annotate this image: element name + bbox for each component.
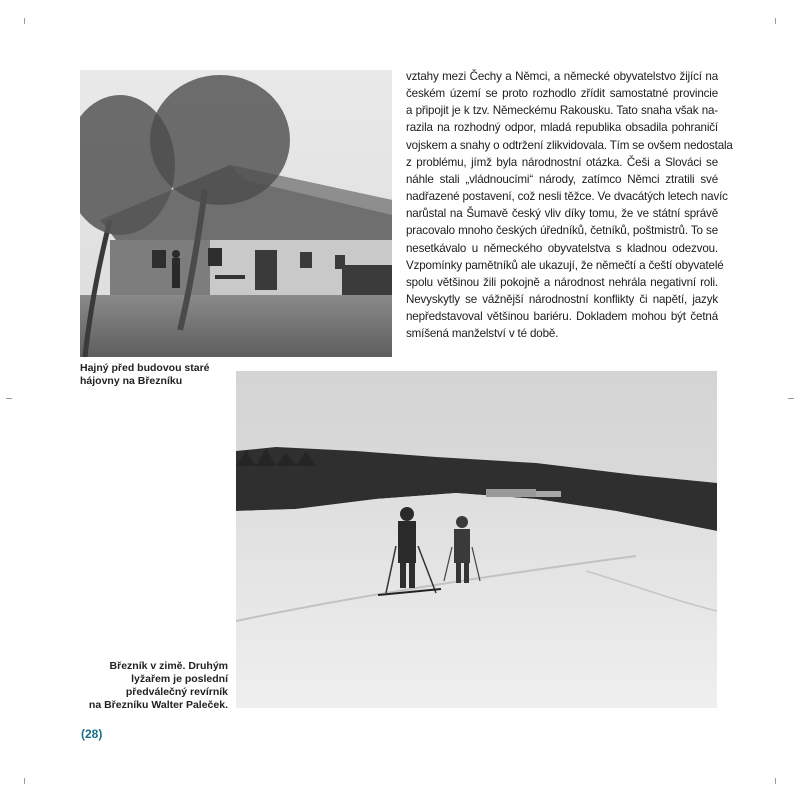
caption-line: Hajný před budovou staré xyxy=(80,362,210,374)
body-line: nesetkávalo u německého obyvatelstva s kladnou odezvou. xyxy=(406,241,718,255)
page-number: (28) xyxy=(81,727,103,741)
body-line: z problému, jímž byla národnostní otázka. Češi a Slováci se xyxy=(406,155,718,169)
body-line: vojskem a snahy o odtržení zlikvidovala. Tím se ovšem nedostala xyxy=(406,138,733,152)
crop-mark xyxy=(24,18,25,24)
body-line: Vzpomínky pamětníků ale ukazují, že němečtí a čeští obyvatelé xyxy=(406,258,724,272)
winter-photo-illustration xyxy=(236,371,717,708)
body-line: českém území se proto rozhodlo zřídit samostatné provincie xyxy=(406,87,718,101)
crop-mark xyxy=(6,398,12,399)
photo-gamekeeper-lodge xyxy=(80,70,392,357)
caption-bottom-photo xyxy=(80,660,228,712)
caption-line: na Březníku Walter Paleček. xyxy=(88,699,228,711)
body-line: narůstal na Šumavě český vliv díky tomu, že ve státní správě xyxy=(406,207,718,221)
crop-mark xyxy=(24,778,25,784)
body-line: spolu většinou žili pokojně a národnost nehrála negativní roli. xyxy=(406,275,718,289)
body-line: nepředstavoval většinou bariéru. Dokladem mohou být četná xyxy=(406,310,718,324)
caption-line: Březník v zimě. Druhým xyxy=(109,660,228,672)
crop-mark xyxy=(775,18,776,24)
crop-mark xyxy=(788,398,794,399)
body-line: Nevyskytly se vážnější národnostní konflikty či napětí, jazyk xyxy=(406,293,718,307)
body-line: pracovalo mnoho českých úředníků, četníků, poštmistrů. To se xyxy=(406,224,718,238)
article-body xyxy=(406,68,733,343)
body-line: vztahy mezi Čechy a Němci, a německé obyvatelstvo žijící na xyxy=(406,70,718,83)
body-line: náhle stali „vládnoucími“ národy, zatímco Němci ztratili své xyxy=(406,172,718,186)
body-line: nadřazené postavení, což nesli těžce. Ve dvacátých letech navíc xyxy=(406,190,728,204)
lodge-photo-illustration xyxy=(80,70,392,357)
body-line: a připojit je k tzv. Německému Rakousku. Tato snaha však na- xyxy=(406,104,718,118)
crop-mark xyxy=(775,778,776,784)
photo-winter-skiers xyxy=(236,371,717,708)
caption-line: lyžařem je poslední xyxy=(131,673,228,685)
body-line: smíšená manželství v té době. xyxy=(406,327,559,341)
body-line: razila na rozhodný odpor, mladá republika obsadila pohraničí xyxy=(406,121,718,135)
caption-line: předválečný revírník xyxy=(125,686,228,698)
caption-line: hájovny na Březníku xyxy=(80,375,183,387)
